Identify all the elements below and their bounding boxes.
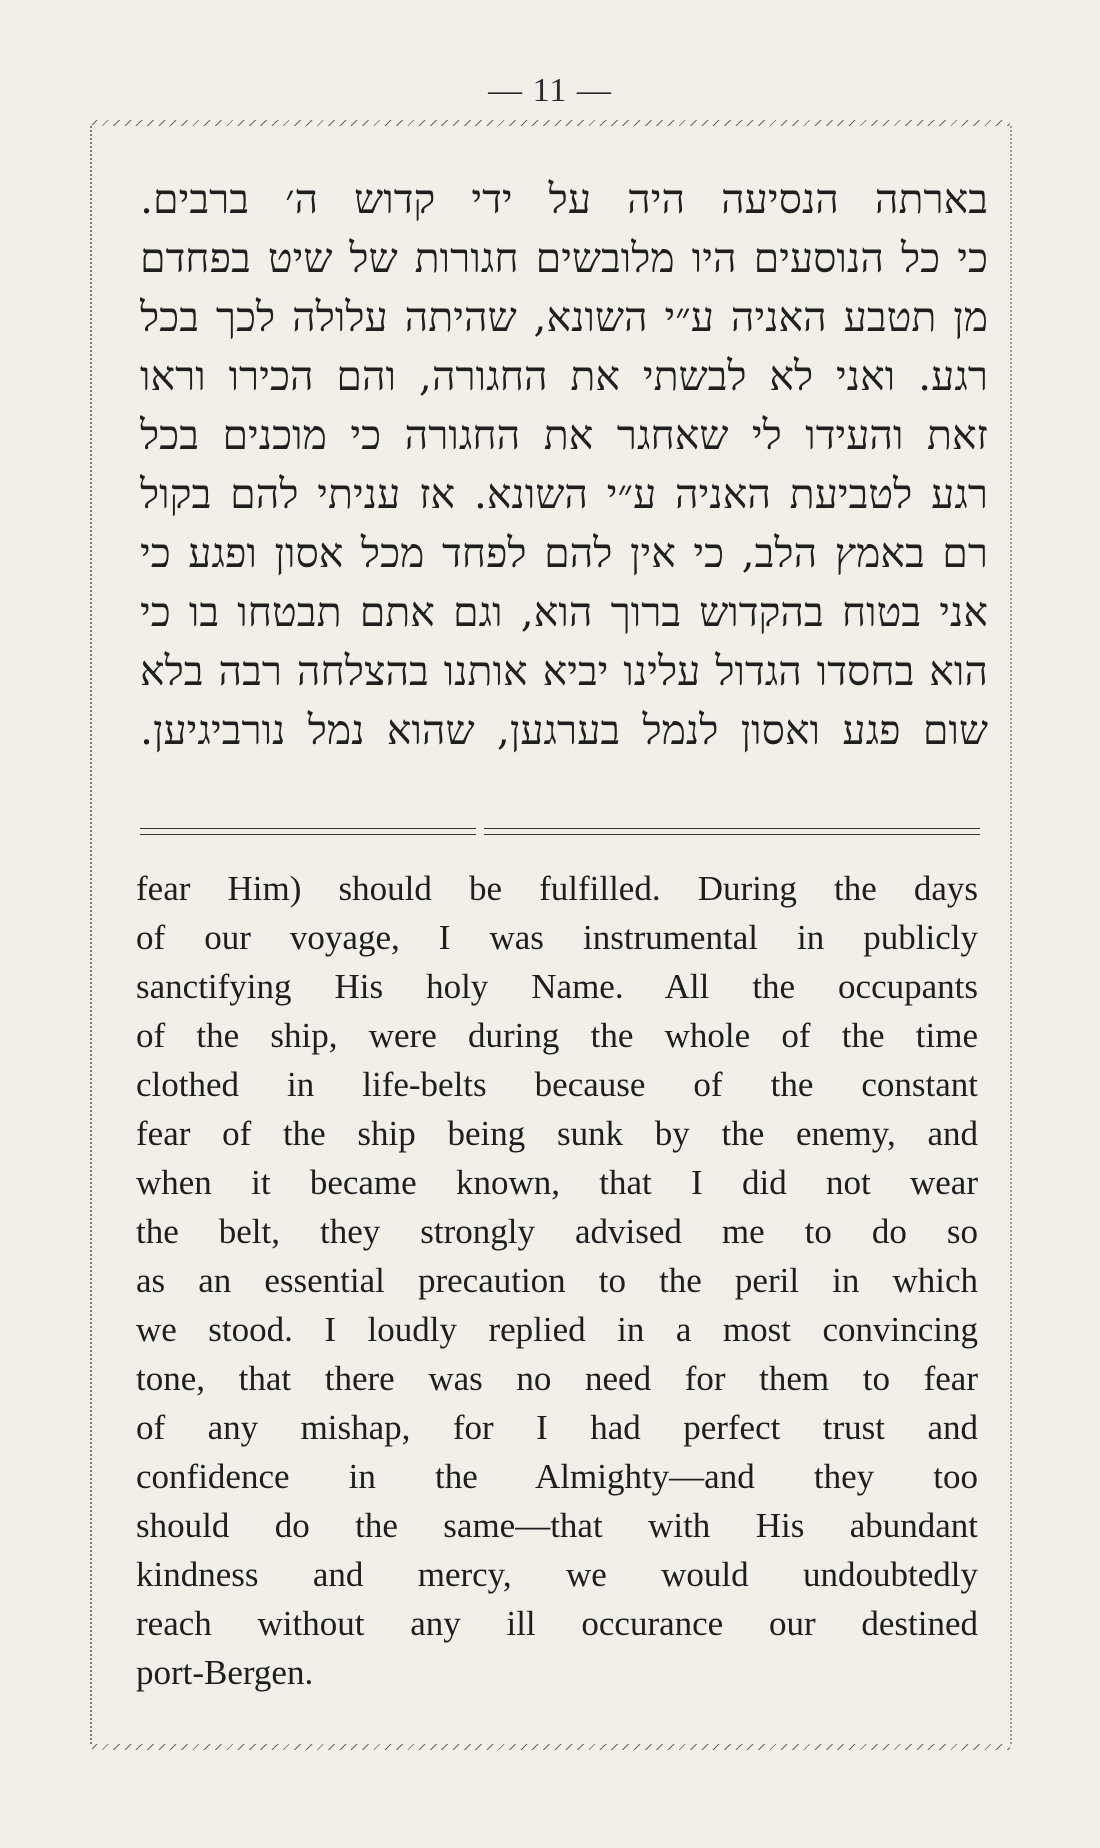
english-line: of our voyage, I was instrumental in publicly xyxy=(136,918,978,957)
hebrew-line: רגע. ואני לא לבשתי את החגורה, והם הכירו וראו xyxy=(140,352,988,400)
english-line: port-Bergen. xyxy=(136,1653,314,1692)
divider-rule-bottom xyxy=(140,834,980,835)
hebrew-line: רגע לטביעת האניה ע״י השונא. אז עניתי להם בקול xyxy=(140,470,988,518)
hebrew-line: בארתה הנסיעה היה על ידי קדוש ה׳ ברבים. xyxy=(140,175,988,223)
hebrew-line: אני בטוח בהקדוש ברוך הוא, וגם אתם תבטחו בו כי xyxy=(140,588,988,636)
english-line: the belt, they strongly advised me to do so xyxy=(136,1212,978,1251)
divider-rule-top xyxy=(140,828,980,829)
english-line: confidence in the Almighty—and they too xyxy=(136,1457,978,1496)
english-line: fear Him) should be fulfilled. During the days xyxy=(136,869,978,908)
english-line: when it became known, that I did not wear xyxy=(136,1163,978,1202)
divider-gap xyxy=(476,826,484,840)
english-line: fear of the ship being sunk by the enemy, and xyxy=(136,1114,978,1153)
english-line: should do the same—that with His abundant xyxy=(136,1506,978,1545)
hebrew-line: זאת והעידו לי שאחגר את החגורה כי מוכנים בכל xyxy=(140,411,988,459)
english-line: of the ship, were during the whole of the time xyxy=(136,1016,978,1055)
english-line: clothed in life-belts because of the constant xyxy=(136,1065,978,1104)
hebrew-line: מן תטבע האניה ע״י השונא, שהיתה עלולה לכך בכל xyxy=(140,293,988,341)
hebrew-text-block xyxy=(140,170,988,760)
english-text-block xyxy=(136,864,978,1697)
english-line: tone, that there was no need for them to fear xyxy=(136,1359,978,1398)
english-line: as an essential precaution to the peril in which xyxy=(136,1261,978,1300)
page-number: — 11 — xyxy=(488,72,612,109)
english-line: kindness and mercy, we would undoubtedly xyxy=(136,1555,978,1594)
english-line: we stood. I loudly replied in a most convincing xyxy=(136,1310,978,1349)
english-line: sanctifying His holy Name. All the occupants xyxy=(136,967,978,1006)
hebrew-line: שום פגע ואסון לנמל בערגען, שהוא נמל נורביגיען. xyxy=(140,706,988,754)
hebrew-line: הוא בחסדו הגדול עלינו יביא אותנו בהצלחה רבה בלא xyxy=(140,647,988,695)
hebrew-line: רם באמץ הלב, כי אין להם לפחד מכל אסון ופגע כי xyxy=(140,529,988,577)
section-divider xyxy=(140,828,980,838)
english-line: of any mishap, for I had perfect trust and xyxy=(136,1408,978,1447)
english-line: reach without any ill occurance our destined xyxy=(136,1604,978,1643)
hebrew-line: כי כל הנוסעים היו מלובשים חגורות של שיט בפחדם xyxy=(140,234,988,282)
